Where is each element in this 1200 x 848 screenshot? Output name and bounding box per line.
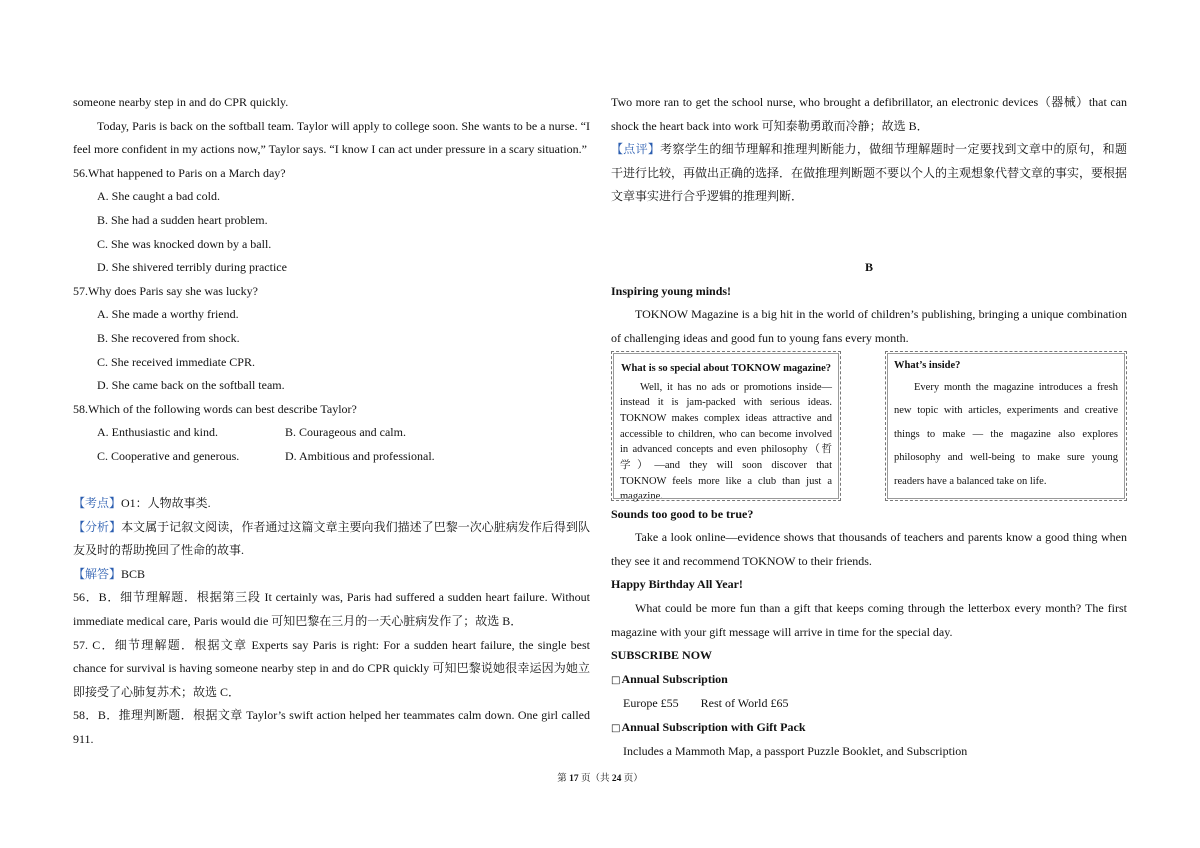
subscription-annual <box>611 668 1127 693</box>
kaodian-text: O1：人物故事类. <box>121 496 211 511</box>
dianping-tag: 【点评】 <box>611 142 661 157</box>
right-column <box>611 91 1127 764</box>
fenxi-tag: 【分析】 <box>73 519 122 534</box>
footer-total-pages: 24 <box>611 774 622 784</box>
options-58-row-1 <box>73 421 590 445</box>
option-58-c: C. Cooperative and generous. <box>97 448 240 463</box>
passage-intro: TOKNOW Magazine is a big hit in the world of children’s publishing, bringing a unique combination of challenging ideas and good fun to young fans every month. <box>611 307 1127 345</box>
question-56: 56.What happened to Paris on a March day? <box>73 165 286 180</box>
option-57-b: B. She recovered from shock. <box>97 330 240 345</box>
annual-prices <box>611 692 1127 716</box>
kaodian-tag: 【考点】 <box>73 496 122 511</box>
answer-58-continued: Two more ran to get the school nurse, who brought a defibrillator, an electronic devices（器械）that can shock the heart back into work 可知泰勒勇敢而冷静；故选 B． <box>611 95 1127 133</box>
subscription-gift-pack <box>611 716 1127 741</box>
subheading-birthday: Happy Birthday All Year! <box>611 577 743 592</box>
answer-57: 57. C．细节理解题．根据文章 Experts say Paris is right: For a sudden heart failure, the single best chance for survival is having someone nearby step in and do CPR quickly 可知巴黎说她很幸运因为她立即接受了心肺复苏术；故选 C． <box>73 637 590 699</box>
answer-56: 56．B．细节理解题．根据第三段 It certainly was, Paris had suffered a sudden heart failure. Without immediate medical care, Paris would die 可知巴黎在三月的一天心脏病发作了；故选 B． <box>73 590 590 629</box>
footer-suffix: 页） <box>623 774 643 784</box>
passage-title: Inspiring young minds! <box>611 283 732 298</box>
special-box-text: Well, it has no ads or promotions inside—instead it is jam-packed with serious ideas. TOKNOW makes complex ideas attractive and accessible to children, who can become involved in advanced concepts and even philosophy（哲学）—and they will soon discover that TOKNOW feels more like a club than just a magazine. <box>620 381 832 503</box>
option-58-b: B. Courageous and calm. <box>285 425 406 440</box>
left-column <box>73 91 590 752</box>
section-heading: B <box>864 260 873 275</box>
passage-line: someone nearby step in and do CPR quickly. <box>73 95 289 109</box>
subheading-too-good: Sounds too good to be true? <box>611 506 754 521</box>
jieda-tag: 【解答】 <box>73 566 122 581</box>
fenxi-text: 本文属于记叙文阅读，作者通过这篇文章主要向我们描述了巴黎一次心脏病发作后得到队友及时的帮助挽回了性命的故事. <box>73 519 590 558</box>
footer-prefix: 第 <box>557 774 567 784</box>
question-57: 57.Why does Paris say she was lucky? <box>73 283 258 298</box>
paragraph-gift: What could be more fun than a gift that keeps coming through the letterbox every month? The first magazine with your gift message will arrive in time for the special day. <box>611 600 1127 639</box>
inside-box-title: What’s inside? <box>894 359 961 371</box>
price-europe: Europe £55 <box>623 696 679 711</box>
passage-paragraph: Today, Paris is back on the softball team. Taylor will apply to college soon. She wants to be a nurse. “I feel more confident in my actions now,” Taylor says. “I know I can act under pressure in a scary situation.” <box>73 118 590 157</box>
checkbox-icon: □ <box>611 674 621 686</box>
inside-box <box>885 351 1127 501</box>
gift-pack-includes: Includes a Mammoth Map, a passport Puzzle Booklet, and Subscription <box>623 744 968 759</box>
special-box <box>611 351 841 501</box>
option-58-a: A. Enthusiastic and kind. <box>97 425 218 440</box>
option-57-c: C. She received immediate CPR. <box>97 354 255 369</box>
option-58-d: D. Ambitious and professional. <box>285 448 435 463</box>
paragraph-online: Take a look online—evidence shows that thousands of teachers and parents know a good thing when they see it and recommend TOKNOW to their friends. <box>611 530 1127 568</box>
subscription-annual-label: Annual Subscription <box>621 671 728 686</box>
checkbox-icon: □ <box>611 722 621 734</box>
subscription-gift-pack-label: Annual Subscription with Gift Pack <box>621 719 806 734</box>
price-rest-of-world: Rest of World £65 <box>700 696 789 711</box>
page-footer <box>0 772 1200 786</box>
special-box-title: What is so special about TOKNOW magazine? <box>620 362 832 374</box>
dianping-line <box>611 138 1127 209</box>
option-57-a: A. She made a worthy friend. <box>97 307 239 322</box>
options-58-row-2 <box>73 445 590 469</box>
footer-mid: 页（共 <box>580 774 610 784</box>
inside-box-text: Every month the magazine introduces a fresh new topic with articles, experiments and creative things to make — the magazine also explores philosophy and well-being to make sure young readers have a balanced take on life. <box>894 381 1118 487</box>
info-boxes <box>611 351 1127 501</box>
dianping-text: 考察学生的细节理解和推理判断能力，做细节理解题时一定要找到文章中的原句，和题干进行比较，再做出正确的选择．在做推理判断题不要以个人的主观想象代替文章的事实，要根据文章事实进行合乎逻辑的推理判断． <box>611 142 1128 204</box>
fenxi-line <box>73 516 590 563</box>
jieda-line <box>73 563 590 587</box>
footer-page-number: 17 <box>569 774 579 784</box>
kaodian-line <box>73 492 590 516</box>
option-56-c: C. She was knocked down by a ball. <box>97 236 272 251</box>
question-58: 58.Which of the following words can best describe Taylor? <box>73 401 357 416</box>
subheading-subscribe: SUBSCRIBE NOW <box>611 648 713 663</box>
jieda-text: BCB <box>121 566 146 581</box>
answer-58: 58．B．推理判断题．根据文章 Taylor’s swift action helped her teammates calm down. One girl called 911. <box>73 708 590 747</box>
option-56-b: B. She had a sudden heart problem. <box>97 212 268 227</box>
option-57-d: D. She came back on the softball team. <box>97 378 285 393</box>
option-56-a: A. She caught a bad cold. <box>97 189 220 204</box>
option-56-d: D. She shivered terribly during practice <box>97 260 287 275</box>
